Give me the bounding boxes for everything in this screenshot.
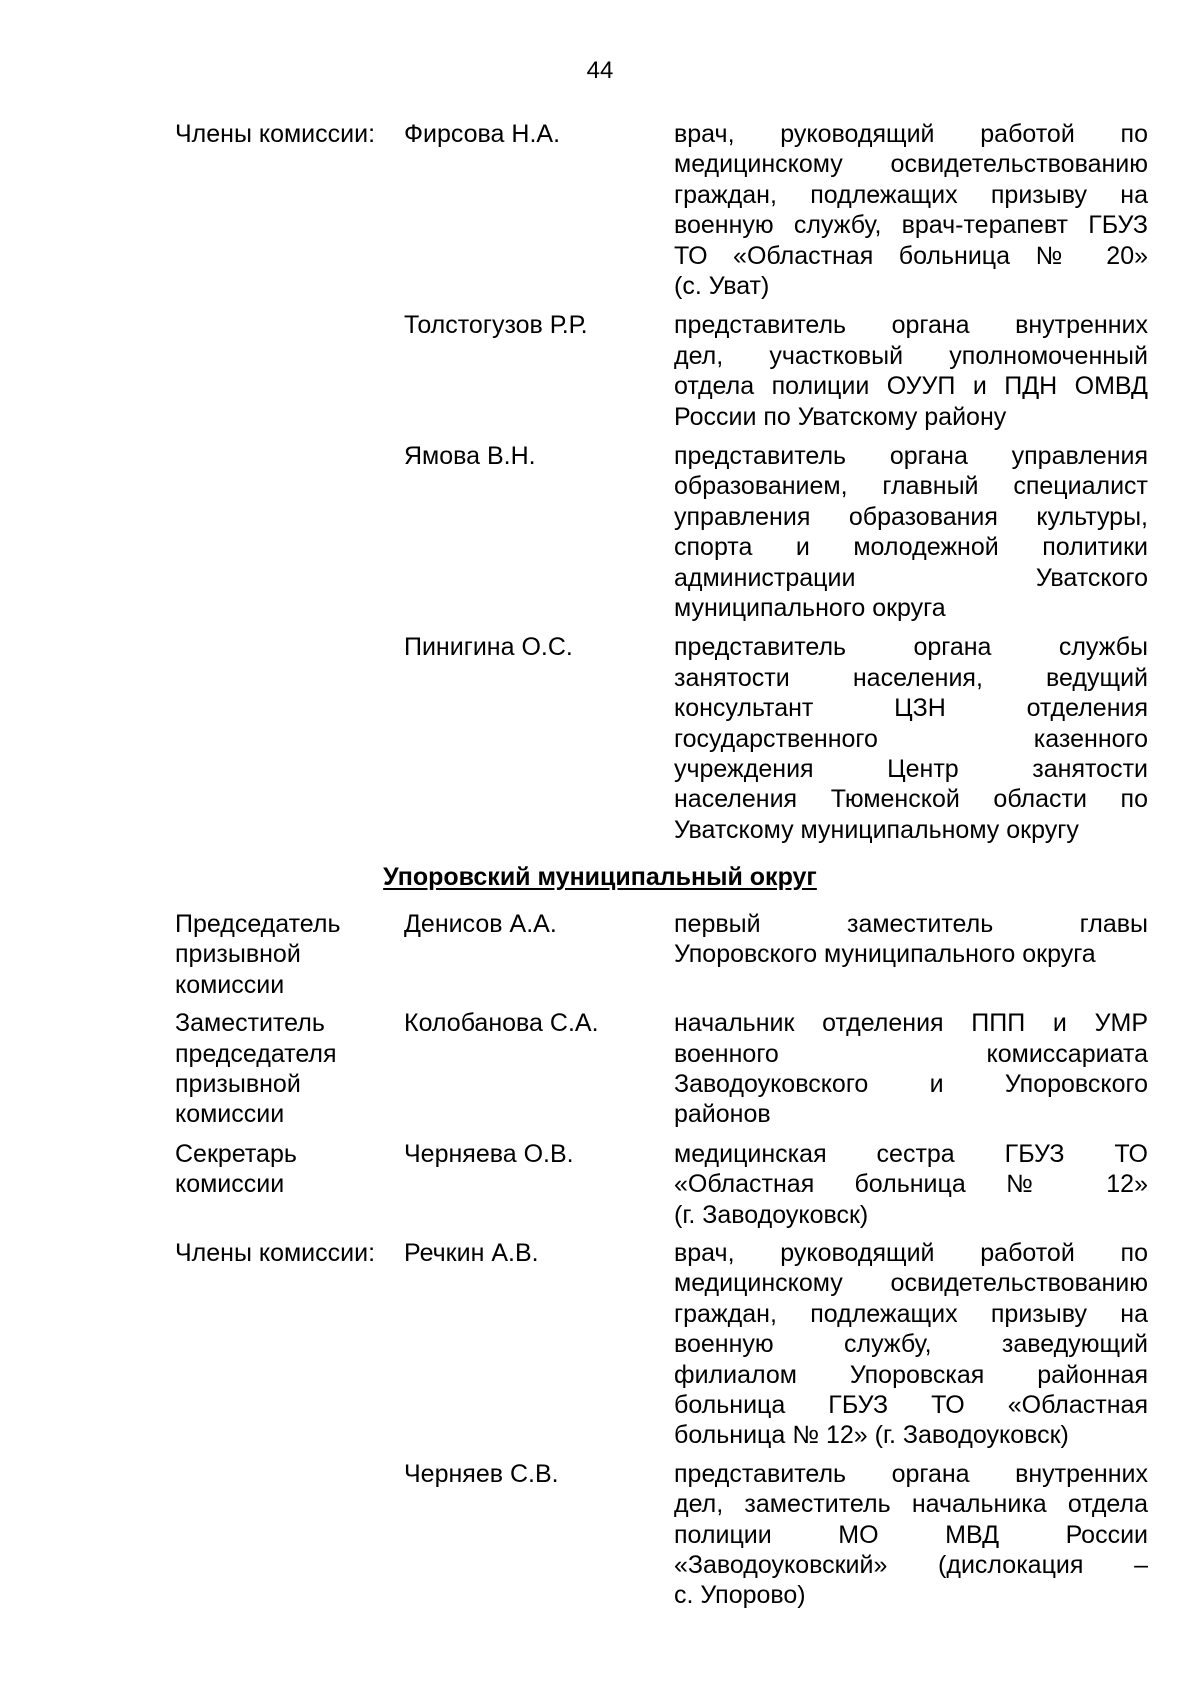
- member-role-line: комиссии: [175, 970, 285, 999]
- member-position-line: районов: [674, 1100, 771, 1129]
- member-role-line: Члены комиссии:: [175, 120, 376, 148]
- member-position-line: Упоровского муниципального округа: [674, 940, 1096, 969]
- member-position-line: первый заместитель главы: [674, 910, 1148, 938]
- member-name: Черняева О.В.: [404, 1139, 574, 1168]
- member-position-line: администрации Уватского: [674, 563, 1148, 592]
- member-role: [175, 1238, 400, 1268]
- member-position-line: образованием, главный специалист: [674, 472, 1148, 501]
- member-role: [175, 909, 400, 1000]
- member-position: [674, 632, 1148, 845]
- member-position-line: (с. Уват): [674, 271, 770, 300]
- member-row: [0, 632, 1200, 845]
- member-name: Речкин А.В.: [404, 1238, 539, 1267]
- member-row: [0, 310, 1200, 432]
- member-position-line: медицинскому освидетельствованию: [674, 150, 1148, 179]
- member-position: [674, 1459, 1148, 1611]
- member-name: Колобанова С.А.: [404, 1009, 599, 1038]
- member-row: [0, 909, 1200, 1000]
- member-name: Денисов А.А.: [404, 910, 557, 938]
- member-position-line: медицинскому освидетельствованию: [674, 1269, 1148, 1298]
- commission-block-uporovo: [0, 909, 1200, 1611]
- member-position-line: Заводоуковского и Упоровского: [674, 1069, 1148, 1098]
- member-position: [674, 310, 1148, 432]
- member-position-line: России по Уватскому району: [674, 402, 1007, 431]
- member-position: [674, 909, 1148, 970]
- member-position-line: врач, руководящий работой по: [674, 120, 1148, 148]
- member-position: [674, 1238, 1148, 1451]
- member-position-line: муниципального округа: [674, 593, 946, 622]
- member-role: [175, 1008, 400, 1130]
- member-name: Черняев С.В.: [404, 1459, 559, 1488]
- member-position-line: отдела полиции ОУУП и ПДН ОМВД: [674, 372, 1148, 401]
- page-number: 44: [586, 57, 614, 84]
- member-role-line: комиссии: [175, 1100, 285, 1129]
- member-position-line: полиции МО МВД России: [674, 1520, 1148, 1549]
- member-name: Толстогузов Р.Р.: [404, 311, 588, 340]
- member-role-line: Председатель: [175, 910, 341, 938]
- member-row: [0, 119, 1200, 301]
- member-position-line: с. Упорово): [674, 1581, 806, 1610]
- member-position-line: (г. Заводоуковск): [674, 1200, 869, 1229]
- member-position-line: дел, заместитель начальника отдела: [674, 1490, 1148, 1519]
- member-row: [0, 1238, 1200, 1451]
- member-position-line: управления образования культуры,: [674, 502, 1148, 531]
- member-position-line: граждан, подлежащих призыву на: [674, 180, 1148, 209]
- member-name: Фирсова Н.А.: [404, 120, 561, 148]
- member-position-line: консультант ЦЗН отделения: [674, 694, 1148, 723]
- member-row: [0, 1139, 1200, 1230]
- commission-members-block-uvat: [0, 119, 1200, 845]
- member-position-line: больница № 12» (г. Заводоуковск): [674, 1421, 1069, 1450]
- member-position-line: представитель органа службы: [674, 633, 1148, 662]
- member-role: [175, 1139, 400, 1200]
- member-position-line: военного комиссариата: [674, 1039, 1148, 1068]
- member-position-line: государственного казенного: [674, 724, 1148, 753]
- member-position-line: военную службу, заведующий: [674, 1330, 1148, 1359]
- member-role: [175, 119, 400, 149]
- member-position-line: занятости населения, ведущий: [674, 663, 1148, 692]
- member-position: [674, 119, 1148, 301]
- member-role-line: Заместитель: [175, 1009, 325, 1038]
- member-position-line: представитель органа управления: [674, 441, 1148, 470]
- member-role-line: Секретарь: [175, 1139, 297, 1168]
- member-role-line: Члены комиссии:: [175, 1238, 376, 1267]
- member-position-line: больница ГБУЗ ТО «Областная: [674, 1390, 1148, 1419]
- member-position-line: дел, участковый уполномоченный: [674, 341, 1148, 370]
- member-position-line: «Областная больница № 12»: [674, 1170, 1148, 1199]
- member-position-line: представитель органа внутренних: [674, 311, 1148, 340]
- member-position-line: населения Тюменской области по: [674, 785, 1148, 814]
- member-role-line: комиссии: [175, 1170, 285, 1199]
- member-position-line: медицинская сестра ГБУЗ ТО: [674, 1139, 1148, 1168]
- member-position-line: представитель органа внутренних: [674, 1459, 1148, 1488]
- member-position-line: учреждения Центр занятости: [674, 754, 1148, 783]
- member-role-line: председателя: [175, 1039, 337, 1068]
- member-position-line: ТО «Областная больница № 20»: [674, 241, 1148, 270]
- member-position-line: Уватскому муниципальному округу: [674, 815, 1079, 844]
- member-position: [674, 1139, 1148, 1230]
- member-position-line: «Заводоуковский» (дислокация –: [674, 1550, 1148, 1579]
- member-position: [674, 1008, 1148, 1130]
- member-position-line: спорта и молодежной политики: [674, 533, 1148, 562]
- member-position: [674, 441, 1148, 623]
- member-position-line: филиалом Упоровская районная: [674, 1360, 1148, 1389]
- member-position-line: начальник отделения ППП и УМР: [674, 1009, 1148, 1038]
- member-position-line: граждан, подлежащих призыву на: [674, 1299, 1148, 1328]
- member-row: [0, 1008, 1200, 1130]
- member-role-line: призывной: [175, 940, 301, 969]
- member-row: [0, 441, 1200, 623]
- member-row: [0, 1459, 1200, 1611]
- member-position-line: военную службу, врач-терапевт ГБУЗ: [674, 211, 1148, 240]
- member-name: Пинигина О.С.: [404, 633, 573, 662]
- member-role-line: призывной: [175, 1069, 301, 1098]
- section-title: Упоровский муниципальный округ: [383, 863, 817, 891]
- member-position-line: врач, руководящий работой по: [674, 1238, 1148, 1267]
- member-name: Ямова В.Н.: [404, 441, 536, 470]
